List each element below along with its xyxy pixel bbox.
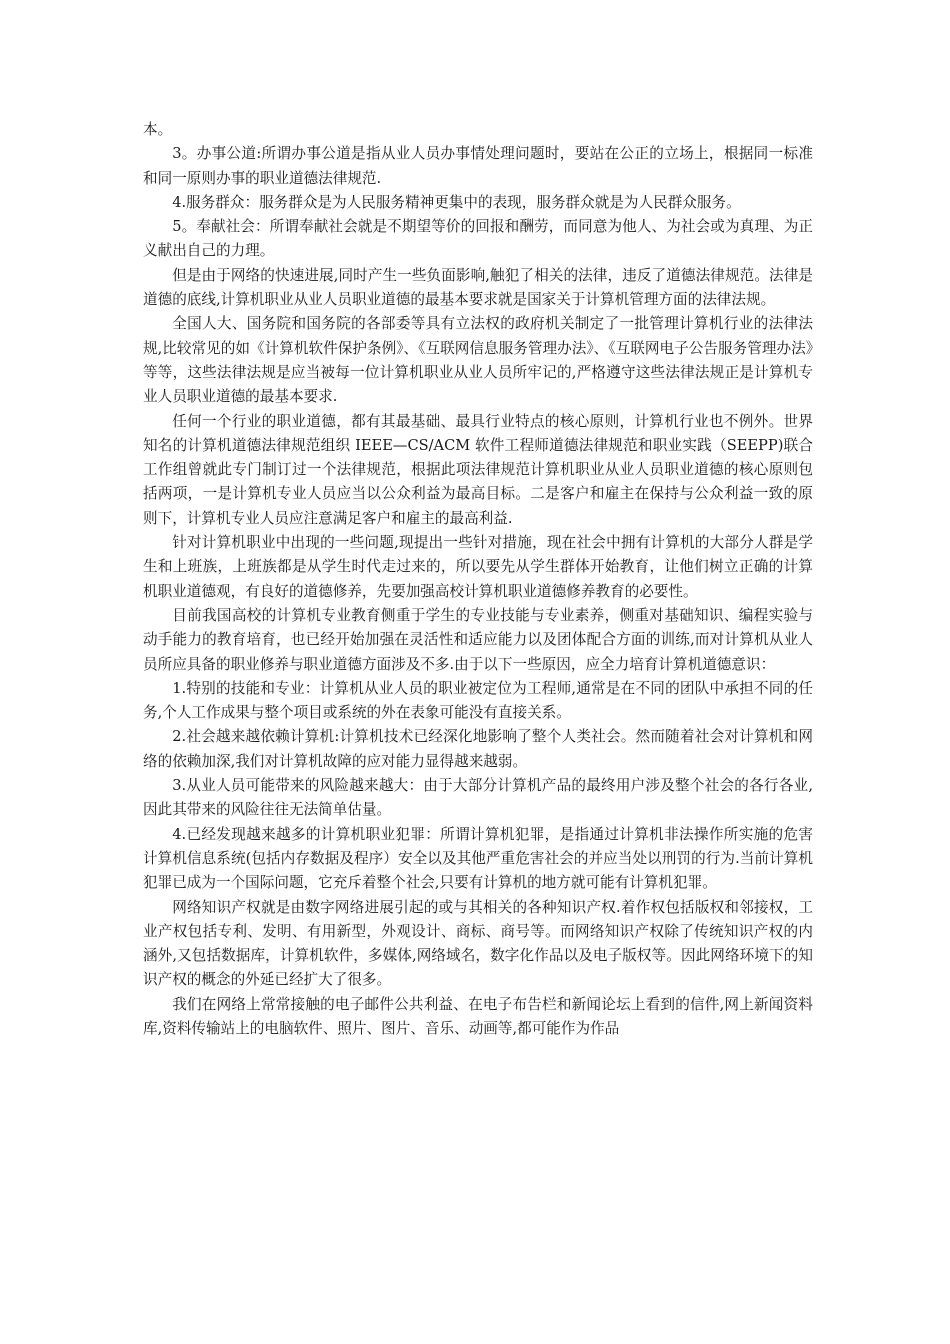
- document-body: [143, 118, 813, 1041]
- paragraph-laws: 全国人大、国务院和国务院的各部委等具有立法权的政府机关制定了一批管理计算机行业的法律法规,比较常见的如《计算机软件保护条例》、《互联网信息服务管理办法》、《互联网电子公告服务管理办法》等等，这些法律法规是应当被每一位计算机职业从业人员所牢记的,严格遵守这些法律法规正是计算机专业人员职业道德的最基本要求.: [143, 315, 813, 406]
- paragraph-item-5: 5。奉献社会：所谓奉献社会就是不期望等价的回报和酬劳，而同意为他人、为社会或为真理、为正义献出自己的力理。: [143, 218, 813, 260]
- paragraph-reason-2: 2.社会越来越依赖计算机:计算机技术已经深化地影响了整个人类社会。然而随着社会对计算机和网络的依赖加深,我们对计算机故障的应对能力显得越来越弱。: [143, 728, 813, 770]
- paragraph-core-principles: 任何一个行业的职业道德，都有其最基础、最具行业特点的核心原则，计算机行业也不例外。世界知名的计算机道德法律规范组织 IEEE—CS/ACM 软件工程师道德法律规范和职业实践（SEEPP)联合工作组曾就此专门制订过一个法律规范，根据此项法律规范计算机职业从业人员职业道德的核心原则包括两项，一是计算机专业人员应当以公众利益为最高目标。二是客户和雇主在保持与公众利益一致的原则下，计算机专业人员应注意满足客户和雇主的最高利益.: [143, 412, 813, 527]
- paragraph-reason-4: 4.已经发现越来越多的计算机职业犯罪：所谓计算机犯罪，是指通过计算机非法操作所实施的危害计算机信息系统(包括内存数据及程序）安全以及其他严重危害社会的并应当处以刑罚的行为.当前计算机犯罪已成为一个国际问题，它充斥着整个社会,只要有计算机的地方就可能有计算机犯罪。: [143, 825, 813, 892]
- paragraph-reason-1: 1.特别的技能和专业：计算机从业人员的职业被定位为工程师,通常是在不同的团队中承担不同的任务,个人工作成果与整个项目或系统的外在表象可能没有直接关系。: [143, 679, 813, 722]
- paragraph-measures: 针对计算机职业中出现的一些问题,现提出一些针对措施，现在社会中拥有计算机的大部分人群是学生和上班族，上班族都是从学生时代走过来的，所以要先从学生群体开始教育，让他们树立正确的计算机职业道德观，有良好的道德修养，先要加强高校计算机职业道德修养教育的必要性。: [143, 534, 813, 600]
- paragraph-reason-3: 3.从业人员可能带来的风险越来越大：由于大部分计算机产品的最终用户涉及整个社会的各行各业,因此其带来的风险往往无法简单估量。: [143, 777, 813, 819]
- paragraph-item-4: 4.服务群众：服务群众是为人民服务精神更集中的表现，服务群众就是为人民群众服务。: [172, 193, 741, 211]
- paragraph-continuation: 本。: [143, 121, 173, 138]
- paragraph-education: 目前我国高校的计算机专业教育侧重于学生的专业技能与专业素养，侧重对基础知识、编程实验与动手能力的教育培育，也已经开始加强在灵活性和适应能力以及团体配合方面的训练,而对计算机从业人员所应具备的职业修养与职业道德方面涉及不多.由于以下一些原因，应全力培育计算机道德意识：: [143, 606, 813, 673]
- paragraph-network-works: 我们在网络上常常接触的电子邮件公共利益、在电子布告栏和新闻论坛上看到的信件,网上新闻资料库,资料传输站上的电脑软件、照片、图片、音乐、动画等,都可能作为作品: [143, 995, 813, 1037]
- paragraph-network-impact: 但是由于网络的快速进展,同时产生一些负面影响,触犯了相关的法律，违反了道德法律规范。法律是道德的底线,计算机职业从业人员职业道德的最基本要求就是国家关于计算机管理方面的法律法规。: [143, 266, 813, 309]
- paragraph-ip: 网络知识产权就是由数字网络进展引起的或与其相关的各种知识产权.着作权包括版权和邻接权，工业产权包括专利、发明、有用新型，外观设计、商标、商号等。而网络知识产权除了传统知识产权的内涵外,又包括数据库，计算机软件，多媒体,网络域名，数字化作品以及电子版权等。因此网络环境下的知识产权的概念的外延已经扩大了很多。: [143, 898, 813, 989]
- paragraph-item-3: 3。办事公道:所谓办事公道是指从业人员办事情处理问题时，要站在公正的立场上，根据同一标准和同一原则办事的职业道德法律规范.: [143, 145, 813, 187]
